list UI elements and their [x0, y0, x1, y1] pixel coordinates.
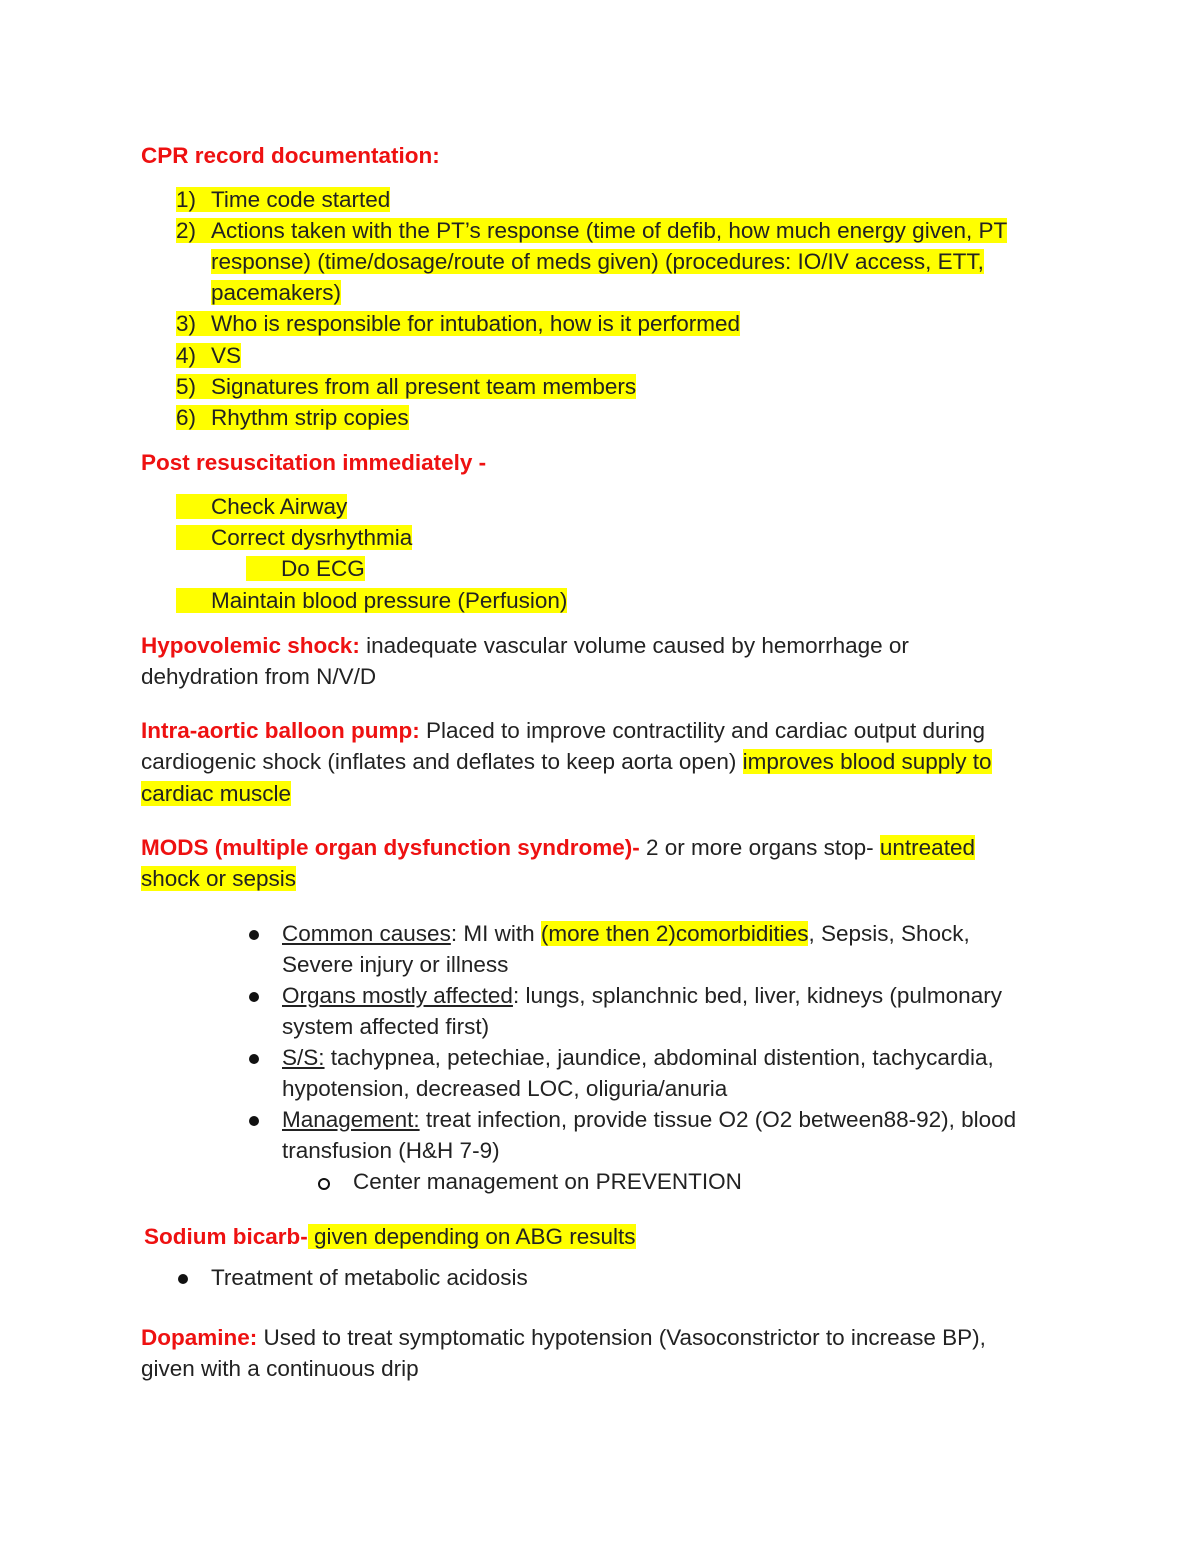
mods-ss: S/S: tachypnea, petechiae, jaundice, abdominal distention, tachycardia, [282, 1045, 994, 1070]
mods-management-sub: Center management on PREVENTION [353, 1169, 742, 1194]
dopamine-line-2: given with a continuous drip [141, 1356, 419, 1381]
dopamine-line-1: Dopamine: Used to treat symptomatic hypotension (Vasoconstrictor to increase BP), [141, 1325, 986, 1350]
mods-causes-cont: Severe injury or illness [282, 952, 509, 977]
bicarb-line: Sodium bicarb- given depending on ABG results [144, 1224, 636, 1249]
mods-management: Management: treat infection, provide tissue O2 (O2 between88-92), blood [282, 1107, 1017, 1132]
iabp-line-2: cardiogenic shock (inflates and deflates to keep aorta open) improves blood supply to [141, 749, 992, 774]
post-item-2: Correct dysrhythmia [176, 522, 412, 553]
post-sub-item: Do ECG [246, 553, 365, 584]
bullet-icon [249, 930, 259, 940]
bullet-icon [249, 1054, 259, 1064]
bullet-icon [249, 992, 259, 1002]
iabp-line-3: cardiac muscle [141, 781, 292, 806]
post-item-3: Maintain blood pressure (Perfusion) [176, 585, 567, 616]
mods-line-2: shock or sepsis [141, 866, 297, 891]
post-item-1: Check Airway [176, 491, 347, 522]
bullet-icon [249, 1116, 259, 1126]
mods-causes: Common causes: MI with (more then 2)comorbidities, Sepsis, Shock, [282, 921, 970, 946]
mods-organs: Organs mostly affected: lungs, splanchnic bed, liver, kidneys (pulmonary [282, 983, 1002, 1008]
cpr-item-2-cont-1: response) (time/dosage/route of meds given) (procedures: IO/IV access, ETT, [211, 249, 984, 274]
cpr-item-3: 3) Who is responsible for intubation, how is it performed [176, 311, 741, 336]
mods-line-1: MODS (multiple organ dysfunction syndrome)- 2 or more organs stop- untreated [141, 835, 975, 860]
cpr-item-1: 1) Time code started [176, 187, 391, 212]
cpr-item-2-cont-2: pacemakers) [211, 280, 342, 305]
iabp-line-1: Intra-aortic balloon pump: Placed to improve contractility and cardiac output during [141, 718, 986, 743]
cpr-item-6: 6) Rhythm strip copies [176, 405, 409, 430]
sub-bullet-icon [318, 1178, 330, 1190]
mods-organs-cont: system affected first) [282, 1014, 490, 1039]
bicarb-item: Treatment of metabolic acidosis [211, 1265, 528, 1290]
cpr-item-4: 4) VS [176, 343, 242, 368]
post-heading: Post resuscitation immediately - [141, 450, 487, 475]
hypovolemic-line-2: dehydration from N/V/D [141, 664, 377, 689]
bullet-icon [178, 1274, 188, 1284]
cpr-item-2: 2) Actions taken with the PT’s response (time of defib, how much energy given, PT [176, 218, 1008, 243]
hypovolemic-line-1: Hypovolemic shock: inadequate vascular volume caused by hemorrhage or [141, 633, 909, 658]
cpr-item-5: 5) Signatures from all present team members [176, 374, 637, 399]
mods-ss-cont: hypotension, decreased LOC, oliguria/anuria [282, 1076, 728, 1101]
cpr-heading: CPR record documentation: [141, 143, 440, 168]
mods-management-cont: transfusion (H&H 7-9) [282, 1138, 500, 1163]
